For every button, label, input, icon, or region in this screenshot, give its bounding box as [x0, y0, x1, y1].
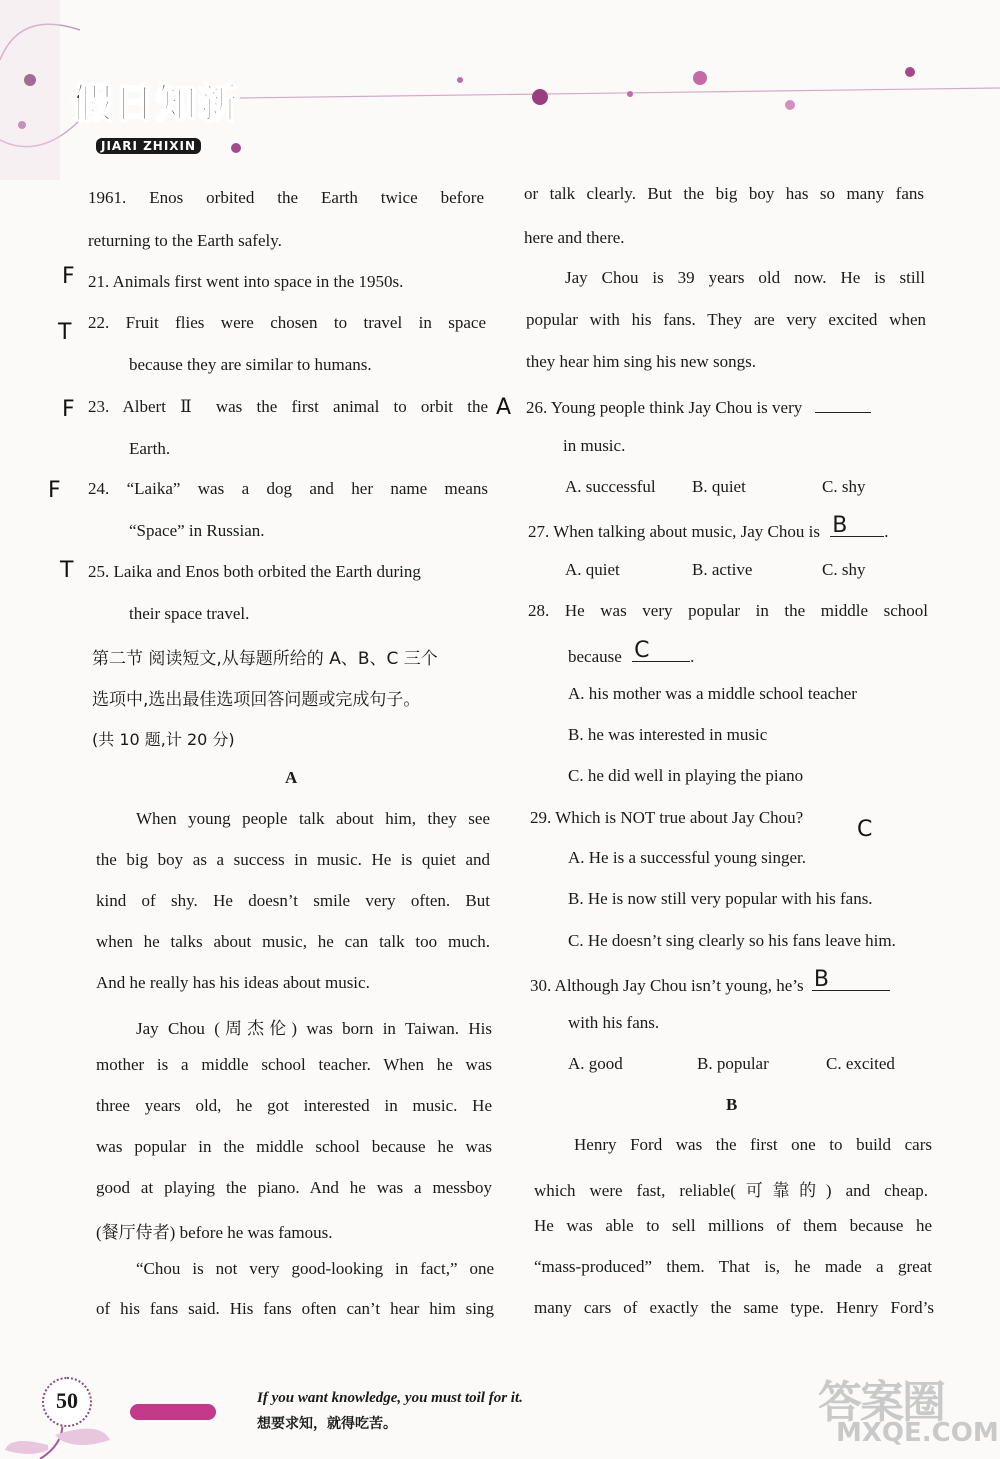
passage-heading-a: A: [285, 768, 298, 787]
passage-line: And he really has his ideas about music.: [96, 973, 370, 992]
answer-blank: [812, 967, 890, 992]
passage-line: good at playing the piano. And he was a messboy: [96, 1178, 492, 1197]
period: .: [690, 647, 695, 666]
option-a: A. successful: [565, 477, 656, 496]
passage-line: which were fast, reliable(可靠的) and cheap.: [534, 1181, 928, 1200]
handwritten-answer: C: [634, 638, 650, 663]
handwritten-answer: B: [813, 967, 829, 992]
handwritten-answer: B: [832, 513, 848, 538]
question-29: 29. Which is NOT true about Jay Chou?: [530, 808, 804, 827]
logo-title: 假日知新: [72, 81, 240, 127]
text-line: 1961. Enos orbited the Earth twice before: [88, 188, 484, 207]
question-text: 30. Although Jay Chou isn’t young, he’s: [530, 976, 804, 995]
answer-blank: [632, 638, 690, 663]
handwritten-mark: A: [496, 395, 512, 420]
handwritten-answer: C: [857, 817, 873, 842]
passage-line: Henry Ford was the first one to build cars: [574, 1135, 932, 1154]
text-line: because they are similar to humans.: [129, 355, 372, 374]
passage-line: Jay Chou (周杰伦) was born in Taiwan. His: [136, 1019, 492, 1038]
footer-motto-en: If you want knowledge, you must toil for it.: [257, 1390, 523, 1406]
passage-line: (餐厅侍者) before he was famous.: [96, 1223, 333, 1242]
option-b: B. active: [692, 560, 753, 579]
watermark-logo: 答案圈: [818, 1377, 944, 1428]
passage-line: here and there.: [524, 228, 625, 247]
option-a: A. quiet: [565, 560, 620, 579]
option-a: A. good: [568, 1054, 623, 1073]
option-c: C. he did well in playing the piano: [568, 766, 804, 785]
handwritten-mark: T: [60, 558, 74, 583]
text-line: their space travel.: [129, 604, 250, 623]
question-28: 28. He was very popular in the middle school: [528, 601, 928, 620]
period: .: [884, 522, 889, 541]
passage-line: kind of shy. He doesn’t smile very often. But: [96, 891, 490, 910]
passage-line: many cars of exactly the same type. Henry Ford’s: [534, 1298, 934, 1317]
question-30: [530, 967, 890, 996]
footer-badge: [130, 1404, 216, 1420]
section-instruction: 选项中,选出最佳选项回答问题或完成句子。: [92, 690, 421, 710]
passage-line: or talk clearly. But the big boy has so many fans: [524, 184, 924, 203]
option-c: C. excited: [826, 1054, 895, 1073]
option-c: C. shy: [822, 560, 866, 579]
question-25: 25. Laika and Enos both orbited the Earth during: [88, 562, 421, 581]
text-line: in music.: [563, 436, 626, 455]
question-23: 23. Albert Ⅱ was the first animal to orbit the: [88, 397, 488, 416]
handwritten-mark: F: [62, 397, 75, 422]
handwritten-mark: F: [48, 478, 61, 503]
answer-blank: [830, 513, 884, 538]
passage-line: “Chou is not very good-looking in fact,” one: [136, 1259, 494, 1278]
watermark-url: MXQE.COM: [836, 1418, 999, 1448]
passage-line: He was able to sell millions of them because he: [534, 1216, 932, 1235]
text-line: “Space” in Russian.: [129, 521, 265, 540]
option-a: A. He is a successful young singer.: [568, 848, 806, 867]
passage-line: Jay Chou is 39 years old now. He is still: [565, 268, 925, 287]
passage-line: of his fans said. His fans often can’t hear him sing: [96, 1299, 494, 1318]
option-b: B. quiet: [692, 477, 746, 496]
question-27: [528, 513, 889, 542]
question-text: 26. Young people think Jay Chou is very: [526, 398, 803, 417]
question-text: because: [568, 647, 622, 666]
passage-line: “mass-produced” them. That is, he made a great: [534, 1257, 932, 1276]
question-26: [526, 394, 871, 418]
option-b: B. popular: [697, 1054, 769, 1073]
passage-line: was popular in the middle school because he was: [96, 1137, 492, 1156]
text-line: with his fans.: [568, 1013, 660, 1032]
question-21: 21. Animals first went into space in the 1950s.: [88, 272, 404, 291]
logo-subtitle: JIARI ZHIXIN: [96, 138, 201, 154]
handwritten-mark: T: [58, 320, 72, 345]
text-line: Earth.: [129, 439, 171, 458]
handwritten-mark: F: [62, 264, 75, 289]
passage-heading-b: B: [726, 1095, 738, 1114]
option-a: A. his mother was a middle school teacher: [568, 684, 857, 703]
passage-line: the big boy as a success in music. He is quiet and: [96, 850, 490, 869]
passage-line: When young people talk about him, they see: [136, 809, 490, 828]
question-text: 27. When talking about music, Jay Chou is: [528, 522, 820, 541]
page-number: 50: [42, 1377, 92, 1427]
option-c: C. He doesn’t sing clearly so his fans leave him.: [568, 931, 896, 950]
section-instruction: (共 10 题,计 20 分): [92, 730, 235, 749]
question-22: 22. Fruit flies were chosen to travel in space: [88, 313, 486, 332]
passage-line: popular with his fans. They are very excited when: [526, 310, 926, 329]
text-line: [568, 638, 695, 667]
question-24: 24. “Laika” was a dog and her name means: [88, 479, 488, 498]
passage-line: they hear him sing his new songs.: [526, 352, 756, 371]
text-line: returning to the Earth safely.: [88, 231, 282, 250]
passage-line: three years old, he got interested in music. He: [96, 1096, 492, 1115]
option-b: B. he was interested in music: [568, 725, 768, 744]
option-c: C. shy: [822, 477, 866, 496]
passage-line: when he talks about music, he can talk too much.: [96, 932, 490, 951]
answer-blank: [815, 394, 871, 413]
passage-line: mother is a middle school teacher. When he was: [96, 1055, 492, 1074]
section-instruction: 第二节 阅读短文,从每题所给的 A、B、C 三个: [92, 649, 438, 669]
footer-motto-cn: 想要求知，就得吃苦。: [257, 1416, 397, 1432]
option-b: B. He is now still very popular with his fans.: [568, 889, 873, 908]
